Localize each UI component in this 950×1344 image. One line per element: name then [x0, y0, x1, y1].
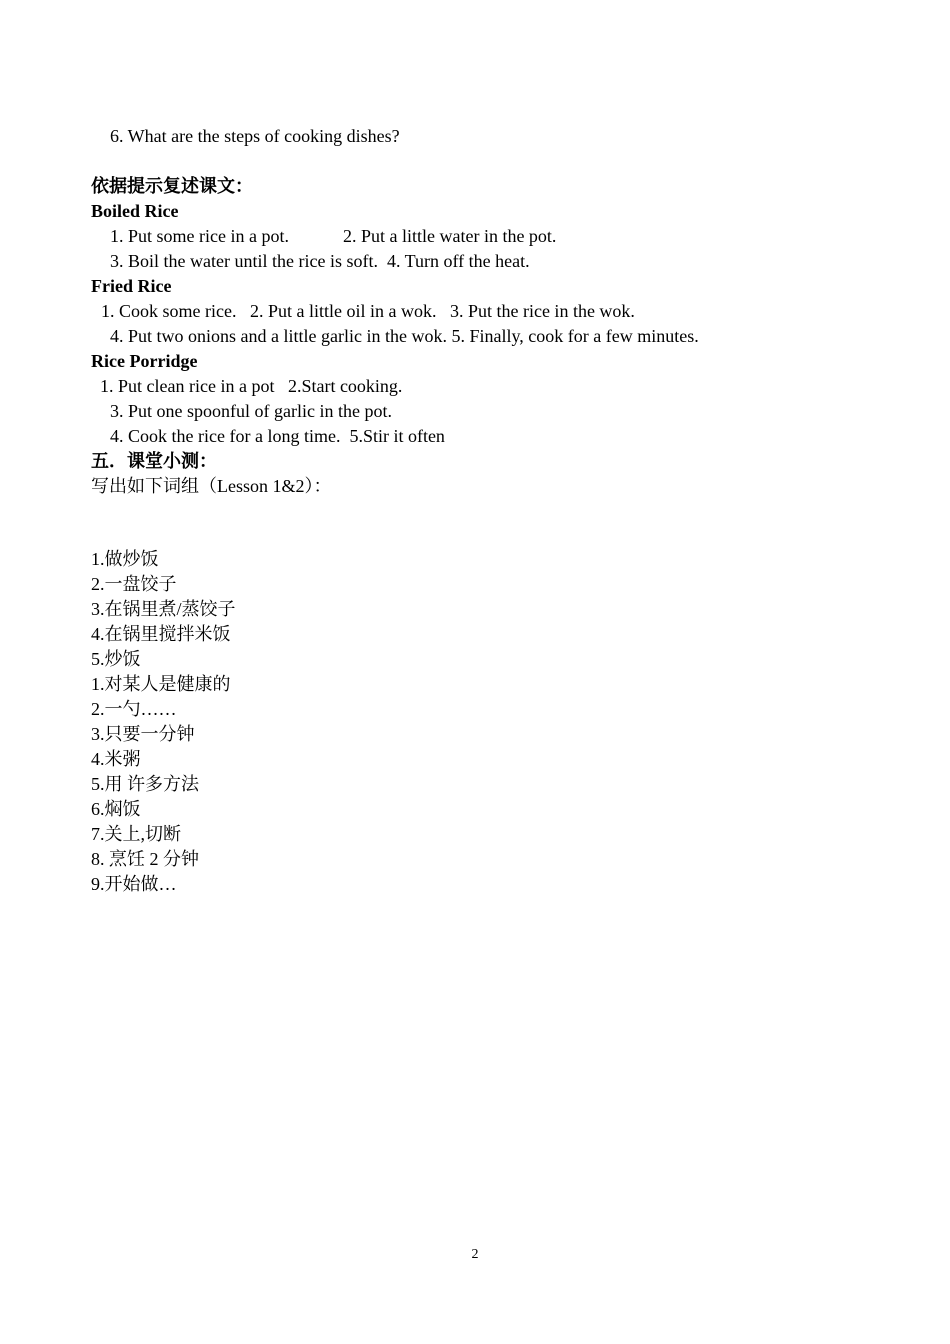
phrase-item: 2.一勺……: [91, 699, 177, 719]
phrase-item: 6.焖饭: [91, 799, 141, 819]
phrase-item: 1.做炒饭: [91, 549, 159, 569]
phrase-item: 1.对某人是健康的: [91, 674, 231, 694]
rice-porridge-step-line: 4. Cook the rice for a long time. 5.Stir it often: [110, 426, 445, 446]
boiled-rice-title: Boiled Rice: [91, 201, 179, 221]
phrase-item: 9.开始做…: [91, 874, 177, 894]
rice-porridge-title: Rice Porridge: [91, 351, 198, 371]
phrase-item: 2.一盘饺子: [91, 574, 177, 594]
fried-rice-step-line: 4. Put two onions and a little garlic in the wok. 5. Finally, cook for a few minutes.: [110, 326, 699, 346]
boiled-rice-step-line: 3. Boil the water until the rice is soft. 4. Turn off the heat.: [110, 251, 530, 271]
page-number: 2: [471, 1247, 479, 1262]
phrase-item: 4.在锅里搅拌米饭: [91, 624, 231, 644]
phrase-item: 7.关上,切断: [91, 824, 181, 844]
retell-heading: 依据提示复述课文：: [91, 176, 253, 196]
fried-rice-title: Fried Rice: [91, 276, 172, 296]
phrase-item: 4.米粥: [91, 749, 141, 769]
question-6: 6. What are the steps of cooking dishes?: [110, 126, 400, 146]
fried-rice-step-line: 1. Cook some rice. 2. Put a little oil in a wok. 3. Put the rice in the wok.: [101, 301, 635, 321]
phrase-item: 5.炒饭: [91, 649, 141, 669]
quiz-heading: 五．课堂小测：: [91, 451, 217, 471]
phrase-item: 3.在锅里煮/蒸饺子: [91, 599, 236, 619]
rice-porridge-step-line: 1. Put clean rice in a pot 2.Start cooking.: [100, 376, 403, 396]
phrase-item: 3.只要一分钟: [91, 724, 195, 744]
quiz-instruction: 写出如下词组（Lesson 1&2）：: [91, 476, 332, 496]
phrase-item: 5.用 许多方法: [91, 774, 199, 794]
boiled-rice-step-line: 1. Put some rice in a pot. 2. Put a little water in the pot.: [110, 226, 557, 246]
phrase-item: 8. 烹饪 2 分钟: [91, 849, 199, 869]
rice-porridge-step-line: 3. Put one spoonful of garlic in the pot.: [110, 401, 392, 421]
